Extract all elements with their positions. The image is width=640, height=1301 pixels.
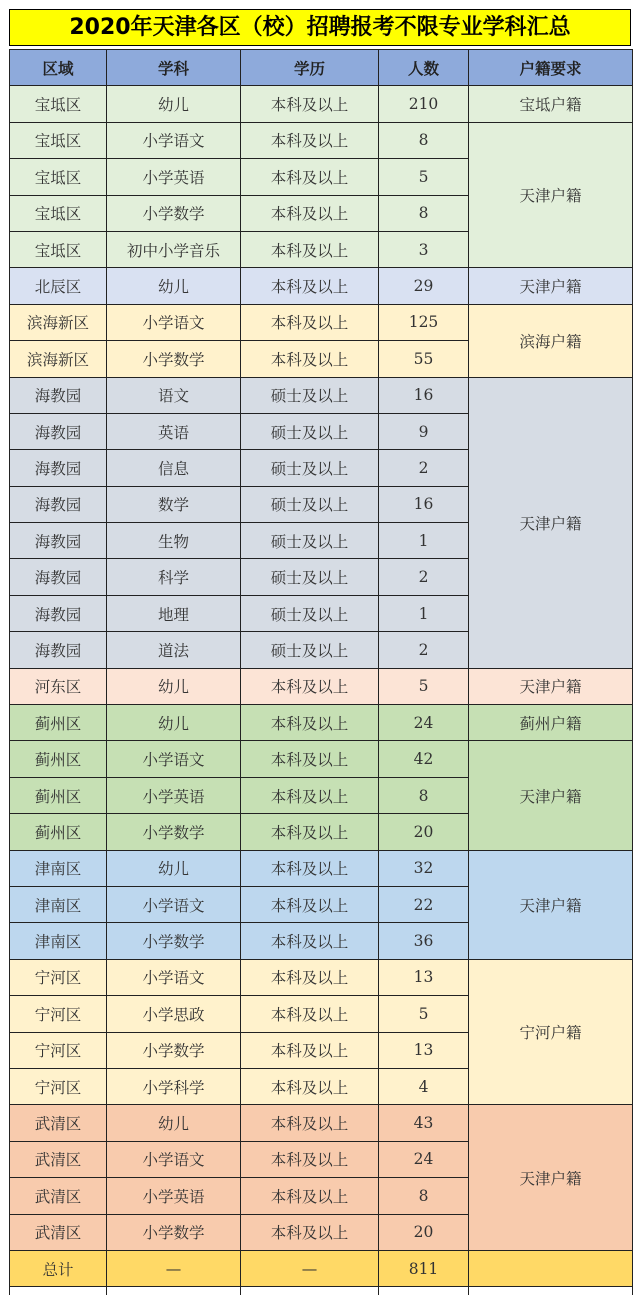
region-cell[interactable]: 宁河区 (10, 1068, 107, 1104)
subject-cell[interactable]: 幼儿 (107, 668, 241, 704)
count-cell[interactable]: 5 (379, 668, 469, 704)
education-cell[interactable]: 本科及以上 (241, 1214, 379, 1250)
education-cell[interactable]: 本科及以上 (241, 777, 379, 813)
region-cell[interactable]: 武清区 (10, 1178, 107, 1214)
count-cell[interactable]: 2 (379, 632, 469, 668)
header-hukou[interactable]: 户籍要求 (469, 50, 633, 86)
hukou-cell[interactable]: 蓟州户籍 (469, 705, 633, 741)
total-count-cell[interactable]: 811 (379, 1250, 469, 1286)
count-cell[interactable]: 24 (379, 705, 469, 741)
count-cell[interactable]: 43 (379, 1105, 469, 1141)
subject-cell[interactable]: 英语 (107, 413, 241, 449)
table-row (10, 377, 633, 413)
education-cell[interactable]: 本科及以上 (241, 923, 379, 959)
subject-cell[interactable]: 小学英语 (107, 159, 241, 195)
count-cell[interactable]: 16 (379, 486, 469, 522)
hukou-cell[interactable]: 宁河户籍 (469, 959, 633, 1105)
count-cell[interactable]: 24 (379, 1141, 469, 1177)
education-cell[interactable]: 硕士及以上 (241, 559, 379, 595)
count-cell[interactable]: 13 (379, 959, 469, 995)
education-cell[interactable]: 本科及以上 (241, 705, 379, 741)
region-cell[interactable]: 宝坻区 (10, 231, 107, 267)
region-cell[interactable]: 武清区 (10, 1105, 107, 1141)
subject-cell[interactable]: 信息 (107, 450, 241, 486)
region-cell[interactable]: 海教园 (10, 450, 107, 486)
table-row (10, 850, 633, 886)
region-cell[interactable]: 津南区 (10, 850, 107, 886)
region-cell[interactable]: 海教园 (10, 523, 107, 559)
region-cell[interactable]: 滨海新区 (10, 341, 107, 377)
region-cell[interactable]: 海教园 (10, 632, 107, 668)
hukou-cell[interactable]: 滨海户籍 (469, 304, 633, 377)
region-cell[interactable]: 宝坻区 (10, 159, 107, 195)
subject-cell[interactable]: 小学语文 (107, 304, 241, 340)
education-cell[interactable]: 硕士及以上 (241, 450, 379, 486)
count-cell[interactable]: 32 (379, 850, 469, 886)
hukou-cell[interactable]: 天津户籍 (469, 377, 633, 668)
header-row (10, 50, 633, 86)
education-cell[interactable]: 本科及以上 (241, 341, 379, 377)
subject-cell[interactable]: 道法 (107, 632, 241, 668)
hukou-cell[interactable]: 天津户籍 (469, 668, 633, 704)
total-hukou-cell[interactable] (469, 1250, 633, 1286)
education-cell[interactable]: 本科及以上 (241, 1032, 379, 1068)
region-cell[interactable]: 海教园 (10, 486, 107, 522)
total-label-cell[interactable]: 总计 (10, 1250, 107, 1286)
region-cell[interactable]: 海教园 (10, 559, 107, 595)
count-cell[interactable]: 8 (379, 122, 469, 158)
count-cell[interactable]: 1 (379, 523, 469, 559)
education-cell[interactable]: 硕士及以上 (241, 486, 379, 522)
header-education[interactable]: 学历 (241, 50, 379, 86)
recruitment-table (9, 49, 633, 1295)
hukou-cell[interactable]: 天津户籍 (469, 1105, 633, 1251)
region-cell[interactable]: 海教园 (10, 377, 107, 413)
hukou-cell[interactable]: 宝坻户籍 (469, 86, 633, 122)
count-cell[interactable]: 20 (379, 814, 469, 850)
region-cell[interactable]: 北辰区 (10, 268, 107, 304)
empty-cell[interactable] (241, 1287, 379, 1296)
education-cell[interactable]: 本科及以上 (241, 304, 379, 340)
total-row (10, 1250, 633, 1286)
subject-cell[interactable]: 幼儿 (107, 86, 241, 122)
table-row (10, 741, 633, 777)
hukou-cell[interactable]: 天津户籍 (469, 850, 633, 959)
region-cell[interactable]: 宝坻区 (10, 122, 107, 158)
hukou-cell[interactable]: 天津户籍 (469, 741, 633, 850)
subject-cell[interactable]: 小学数学 (107, 341, 241, 377)
count-cell[interactable]: 125 (379, 304, 469, 340)
education-cell[interactable]: 本科及以上 (241, 996, 379, 1032)
education-cell[interactable]: 本科及以上 (241, 1068, 379, 1104)
region-cell[interactable]: 蓟州区 (10, 741, 107, 777)
subject-cell[interactable]: 小学数学 (107, 1032, 241, 1068)
education-cell[interactable]: 本科及以上 (241, 959, 379, 995)
count-cell[interactable]: 1 (379, 595, 469, 631)
count-cell[interactable]: 210 (379, 86, 469, 122)
education-cell[interactable]: 本科及以上 (241, 1178, 379, 1214)
table-row (10, 122, 633, 158)
subject-cell[interactable]: 小学思政 (107, 996, 241, 1032)
region-cell[interactable]: 宁河区 (10, 1032, 107, 1068)
count-cell[interactable]: 22 (379, 886, 469, 922)
subject-cell[interactable]: 小学语文 (107, 959, 241, 995)
education-cell[interactable]: 本科及以上 (241, 886, 379, 922)
region-cell[interactable]: 津南区 (10, 886, 107, 922)
region-cell[interactable]: 宝坻区 (10, 86, 107, 122)
count-cell[interactable]: 4 (379, 1068, 469, 1104)
region-cell[interactable]: 津南区 (10, 923, 107, 959)
education-cell[interactable]: 本科及以上 (241, 86, 379, 122)
education-cell[interactable]: 本科及以上 (241, 1105, 379, 1141)
subject-cell[interactable]: 地理 (107, 595, 241, 631)
count-cell[interactable]: 2 (379, 450, 469, 486)
count-cell[interactable]: 5 (379, 159, 469, 195)
region-cell[interactable]: 武清区 (10, 1214, 107, 1250)
table-body (10, 86, 633, 1295)
total-subject-cell[interactable]: — (107, 1250, 241, 1286)
subject-cell[interactable]: 初中小学音乐 (107, 231, 241, 267)
subject-cell[interactable]: 幼儿 (107, 268, 241, 304)
region-cell[interactable]: 宁河区 (10, 996, 107, 1032)
count-cell[interactable]: 3 (379, 231, 469, 267)
count-cell[interactable]: 13 (379, 1032, 469, 1068)
subject-cell[interactable]: 幼儿 (107, 1105, 241, 1141)
region-cell[interactable]: 滨海新区 (10, 304, 107, 340)
education-cell[interactable]: 本科及以上 (241, 741, 379, 777)
region-cell[interactable]: 宝坻区 (10, 195, 107, 231)
subject-cell[interactable]: 小学数学 (107, 814, 241, 850)
education-cell[interactable]: 本科及以上 (241, 195, 379, 231)
education-cell[interactable]: 硕士及以上 (241, 413, 379, 449)
subject-cell[interactable]: 幼儿 (107, 705, 241, 741)
hukou-cell[interactable]: 天津户籍 (469, 268, 633, 304)
education-cell[interactable]: 硕士及以上 (241, 377, 379, 413)
region-cell[interactable]: 蓟州区 (10, 814, 107, 850)
region-cell[interactable]: 武清区 (10, 1141, 107, 1177)
region-cell[interactable]: 蓟州区 (10, 777, 107, 813)
education-cell[interactable]: 本科及以上 (241, 231, 379, 267)
table-row (10, 705, 633, 741)
empty-cell[interactable] (10, 1287, 107, 1296)
empty-cell[interactable] (469, 1287, 633, 1296)
subject-cell[interactable]: 小学语文 (107, 741, 241, 777)
subject-cell[interactable]: 小学英语 (107, 777, 241, 813)
education-cell[interactable]: 本科及以上 (241, 1141, 379, 1177)
region-cell[interactable]: 河东区 (10, 668, 107, 704)
count-cell[interactable]: 8 (379, 1178, 469, 1214)
table-row (10, 1105, 633, 1141)
sheet-title: 2020年天津各区（校）招聘报考不限专业学科汇总 (9, 9, 631, 46)
table-row (10, 304, 633, 340)
education-cell[interactable]: 本科及以上 (241, 122, 379, 158)
total-education-cell[interactable]: — (241, 1250, 379, 1286)
education-cell[interactable]: 硕士及以上 (241, 595, 379, 631)
education-cell[interactable]: 本科及以上 (241, 814, 379, 850)
subject-cell[interactable]: 小学科学 (107, 1068, 241, 1104)
table-row (10, 86, 633, 122)
subject-cell[interactable]: 幼儿 (107, 850, 241, 886)
subject-cell[interactable]: 小学语文 (107, 886, 241, 922)
education-cell[interactable]: 本科及以上 (241, 668, 379, 704)
subject-cell[interactable]: 小学语文 (107, 122, 241, 158)
count-cell[interactable]: 55 (379, 341, 469, 377)
subject-cell[interactable]: 生物 (107, 523, 241, 559)
subject-cell[interactable]: 小学数学 (107, 923, 241, 959)
education-cell[interactable]: 本科及以上 (241, 268, 379, 304)
empty-cell[interactable] (107, 1287, 241, 1296)
empty-cell[interactable] (379, 1287, 469, 1296)
header-region[interactable]: 区域 (10, 50, 107, 86)
count-cell[interactable]: 8 (379, 195, 469, 231)
header-subject[interactable]: 学科 (107, 50, 241, 86)
count-cell[interactable]: 29 (379, 268, 469, 304)
subject-cell[interactable]: 数学 (107, 486, 241, 522)
region-cell[interactable]: 海教园 (10, 413, 107, 449)
count-cell[interactable]: 9 (379, 413, 469, 449)
education-cell[interactable]: 硕士及以上 (241, 632, 379, 668)
subject-cell[interactable]: 小学语文 (107, 1141, 241, 1177)
region-cell[interactable]: 宁河区 (10, 959, 107, 995)
count-cell[interactable]: 42 (379, 741, 469, 777)
table-row (10, 959, 633, 995)
count-cell[interactable]: 8 (379, 777, 469, 813)
region-cell[interactable]: 海教园 (10, 595, 107, 631)
subject-cell[interactable]: 科学 (107, 559, 241, 595)
count-cell[interactable]: 2 (379, 559, 469, 595)
count-cell[interactable]: 20 (379, 1214, 469, 1250)
header-count[interactable]: 人数 (379, 50, 469, 86)
table-row (10, 668, 633, 704)
subject-cell[interactable]: 小学数学 (107, 195, 241, 231)
hukou-cell[interactable]: 天津户籍 (469, 122, 633, 268)
subject-cell[interactable]: 小学英语 (107, 1178, 241, 1214)
subject-cell[interactable]: 语文 (107, 377, 241, 413)
count-cell[interactable]: 16 (379, 377, 469, 413)
education-cell[interactable]: 本科及以上 (241, 850, 379, 886)
region-cell[interactable]: 蓟州区 (10, 705, 107, 741)
count-cell[interactable]: 5 (379, 996, 469, 1032)
count-cell[interactable]: 36 (379, 923, 469, 959)
subject-cell[interactable]: 小学数学 (107, 1214, 241, 1250)
education-cell[interactable]: 本科及以上 (241, 159, 379, 195)
table-row (10, 268, 633, 304)
education-cell[interactable]: 硕士及以上 (241, 523, 379, 559)
empty-row (10, 1287, 633, 1296)
